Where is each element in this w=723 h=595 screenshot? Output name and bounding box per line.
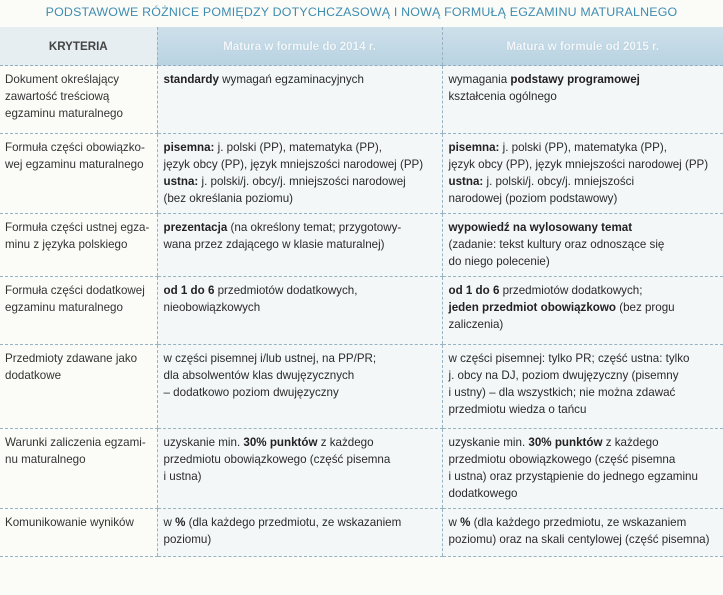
text: wymagań egzaminacyjnych — [218, 73, 364, 86]
cell-line — [449, 219, 718, 236]
comparison-table — [0, 27, 723, 557]
old-formula-cell — [157, 277, 442, 345]
criteria-line: zawartość treściową — [5, 90, 110, 103]
criteria-line: dodatkowe — [5, 369, 62, 382]
page-title: PODSTAWOWE RÓŻNICE POMIĘDZY DOTYCHCZASOWĄ I NOWĄ FORMUŁĄ EGZAMINU MATURALNEGO — [45, 5, 678, 19]
cell-line — [164, 190, 436, 207]
criteria-line: Komunikowanie wyników — [5, 516, 134, 529]
text: w — [448, 516, 461, 529]
criteria-cell — [0, 134, 157, 214]
cell-line — [449, 316, 718, 333]
new-formula-cell — [442, 277, 723, 345]
text: narodowej (poziom podstawowy) — [448, 192, 618, 205]
new-formula-cell — [442, 134, 723, 214]
old-formula-cell — [157, 345, 442, 429]
cell-line — [164, 282, 436, 299]
text: przedmiotu obowiązkowego (część pisemna — [448, 453, 676, 466]
table-row — [0, 214, 723, 277]
cell-line — [449, 485, 718, 502]
text: język obcy (PP), język mniejszości narodowej (PP) — [163, 158, 424, 171]
table-row — [0, 277, 723, 345]
cell-line — [449, 139, 718, 156]
text: i ustna) oraz przystąpienie do jednego egzaminu — [448, 470, 698, 483]
table-row — [0, 66, 723, 134]
cell-line — [449, 401, 718, 418]
cell-line — [164, 219, 436, 236]
text: j. polski/j. obcy/j. mniejszości narodowej — [198, 175, 406, 188]
text: (na określony temat; przygotowy- — [227, 221, 402, 234]
cell-line — [449, 367, 718, 384]
cell-line — [449, 156, 718, 173]
new-formula-cell — [442, 214, 723, 277]
cell-line — [164, 139, 436, 156]
old-formula-cell — [157, 509, 442, 557]
cell-line — [449, 514, 718, 531]
cell-line — [449, 531, 718, 548]
criteria-line: egzaminu maturalnego — [5, 107, 123, 120]
table-row — [0, 429, 723, 509]
header-criteria: KRYTERIA — [0, 27, 157, 66]
cell-line — [164, 434, 436, 451]
text: uzyskanie min. — [163, 436, 244, 449]
old-formula-cell — [157, 429, 442, 509]
cell-line — [449, 451, 718, 468]
bold-text: 30% punktów — [243, 436, 318, 449]
header-old-formula: Matura w formule do 2014 r. — [157, 27, 442, 66]
bold-text: pisemna: — [448, 141, 500, 154]
text: język obcy (PP), język mniejszości narodowej (PP) — [448, 158, 709, 171]
text: – dodatkowo poziom dwujęzyczny — [163, 386, 339, 399]
cell-line — [164, 384, 436, 401]
text: (dla każdego przedmiotu, ze wskazaniem — [185, 516, 402, 529]
cell-line — [449, 468, 718, 485]
bold-text: podstawy programowej — [510, 73, 640, 86]
table-row — [0, 509, 723, 557]
text: j. polski/j. obcy/j. mniejszości — [483, 175, 635, 188]
cell-line — [164, 468, 436, 485]
criteria-line: Przedmioty zdawane jako — [5, 352, 138, 365]
text: dodatkowego — [448, 487, 518, 500]
cell-line — [449, 190, 718, 207]
new-formula-cell — [442, 429, 723, 509]
bold-text: % — [175, 516, 186, 529]
text: poziomu) — [163, 533, 212, 546]
text: do niego polecenie) — [448, 255, 550, 268]
bold-text: od 1 do 6 — [448, 284, 500, 297]
cell-line — [164, 451, 436, 468]
bold-text: od 1 do 6 — [163, 284, 215, 297]
cell-line — [449, 384, 718, 401]
criteria-cell — [0, 509, 157, 557]
cell-line — [449, 434, 718, 451]
bold-text: ustna: — [163, 175, 199, 188]
new-formula-cell — [442, 66, 723, 134]
cell-line — [449, 236, 718, 253]
table-header-row — [0, 27, 723, 66]
text: j. polski (PP), matematyka (PP), — [499, 141, 667, 154]
cell-line — [449, 71, 718, 88]
criteria-line: nu maturalnego — [5, 453, 86, 466]
text: wymagania — [448, 73, 511, 86]
cell-line — [164, 350, 436, 367]
text: j. polski (PP), matematyka (PP), — [214, 141, 382, 154]
text: dla absolwentów klas dwujęzycznych — [163, 369, 355, 382]
cell-line — [164, 71, 436, 88]
old-formula-cell — [157, 66, 442, 134]
old-formula-cell — [157, 214, 442, 277]
criteria-line: Formuła części ustnej egza- — [5, 221, 150, 234]
cell-line — [164, 531, 436, 548]
criteria-cell — [0, 66, 157, 134]
bold-text: jeden przedmiot obowiązkowo — [448, 301, 616, 314]
text: uzyskanie min. — [448, 436, 529, 449]
bold-text: prezentacja — [163, 221, 228, 234]
cell-line — [164, 156, 436, 173]
text: (zadanie: tekst kultury oraz odnoszące się — [448, 238, 665, 251]
criteria-line: minu z języka polskiego — [5, 238, 128, 251]
text: (bez progu — [615, 301, 675, 314]
text: przedmiotów dodatkowych; — [499, 284, 643, 297]
bold-text: ustna: — [448, 175, 484, 188]
text: przedmiotu wiedza o tańcu — [448, 403, 587, 416]
criteria-cell — [0, 277, 157, 345]
header-new-formula: Matura w formule od 2015 r. — [442, 27, 723, 66]
text: w części pisemnej: tylko PR; część ustna: tylko — [448, 352, 690, 365]
bold-text: pisemna: — [163, 141, 215, 154]
cell-line — [449, 88, 718, 105]
cell-line — [164, 367, 436, 384]
new-formula-cell — [442, 345, 723, 429]
cell-line — [164, 514, 436, 531]
text: przedmiotów dodatkowych, — [214, 284, 358, 297]
cell-line — [164, 299, 436, 316]
cell-line — [164, 173, 436, 190]
criteria-cell — [0, 429, 157, 509]
table-row — [0, 134, 723, 214]
text: z każdego — [602, 436, 659, 449]
criteria-line: Formuła części dodatkowej — [5, 284, 145, 297]
criteria-line: Warunki zaliczenia egzami- — [5, 436, 146, 449]
text: w — [163, 516, 176, 529]
text: kształcenia ogólnego — [448, 90, 557, 103]
cell-line — [449, 350, 718, 367]
table-row — [0, 345, 723, 429]
bold-text: 30% punktów — [528, 436, 603, 449]
text: i ustna) — [163, 470, 202, 483]
text: (bez określania poziomu) — [163, 192, 294, 205]
text: zaliczenia) — [448, 318, 504, 331]
old-formula-cell — [157, 134, 442, 214]
text: przedmiotu obowiązkowego (część pisemna — [163, 453, 391, 466]
cell-line — [164, 236, 436, 253]
criteria-cell — [0, 214, 157, 277]
criteria-line: wej egzaminu maturalnego — [5, 158, 144, 171]
text: wana przez zdającego w klasie maturalnej) — [163, 238, 385, 251]
criteria-line: Formuła części obowiązko- — [5, 141, 145, 154]
text: w części pisemnej i/lub ustnej, na PP/PR; — [163, 352, 377, 365]
criteria-cell — [0, 345, 157, 429]
text: i ustny) – dla wszystkich; nie można zdawać — [448, 386, 676, 399]
cell-line — [449, 173, 718, 190]
text: nieobowiązkowych — [163, 301, 261, 314]
text: (dla każdego przedmiotu, ze wskazaniem — [470, 516, 687, 529]
cell-line — [449, 282, 718, 299]
cell-line — [449, 253, 718, 270]
bold-text: standardy — [163, 73, 219, 86]
criteria-line: Dokument określający — [5, 73, 120, 86]
text: poziomu) oraz na skali centylowej (część pisemna) — [448, 533, 710, 546]
text: z każdego — [317, 436, 374, 449]
cell-line — [449, 299, 718, 316]
bold-text: wypowiedź na wylosowany temat — [448, 221, 633, 234]
new-formula-cell — [442, 509, 723, 557]
bold-text: % — [460, 516, 471, 529]
criteria-line: egzaminu maturalnego — [5, 301, 123, 314]
text: j. obcy na DJ, poziom dwujęzyczny (pisemny — [448, 369, 679, 382]
